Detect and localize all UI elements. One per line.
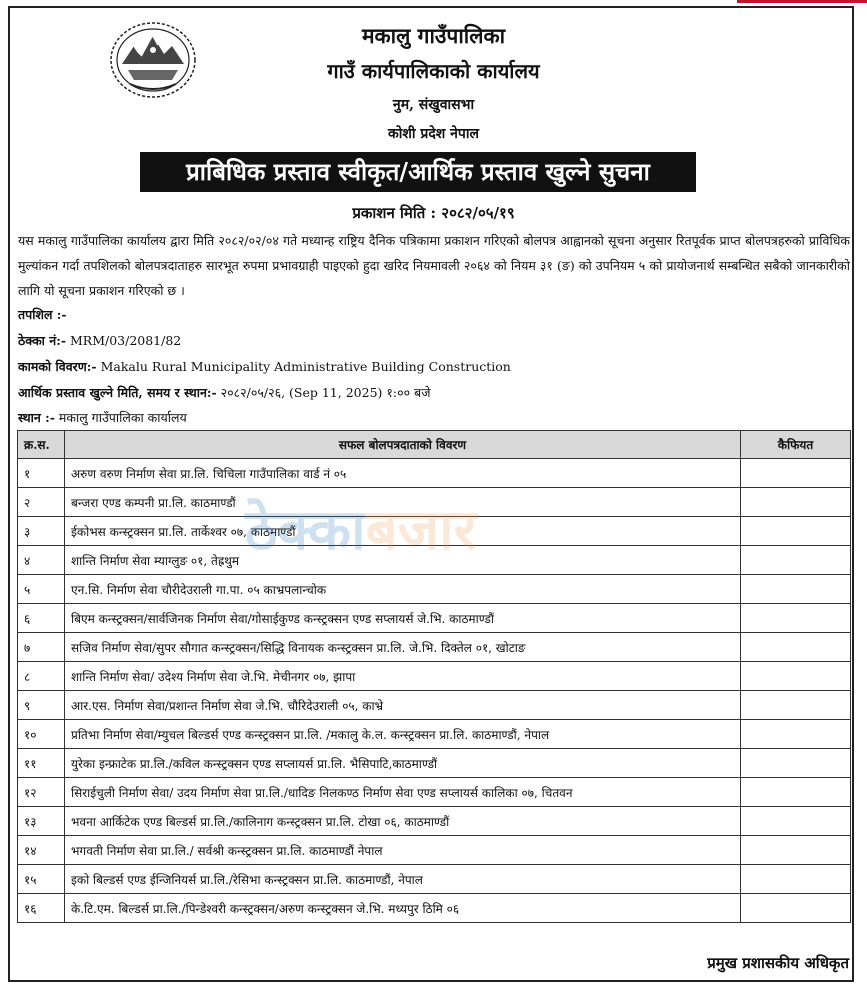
row-serial: १६ xyxy=(18,894,65,923)
row-bidder-name: आर.एस. निर्माण सेवा/प्रशान्त निर्माण सेवा जे.भि. चौरिदेउराली ०५, काभ्रे xyxy=(65,691,741,720)
row-remarks xyxy=(741,894,851,923)
row-remarks xyxy=(741,459,851,488)
signature-title: प्रमुख प्रशासकीय अधिकृत xyxy=(707,954,849,972)
place-value: मकालु गाउँपालिका कार्यालय xyxy=(54,410,187,425)
office-name: गाउँ कार्यपालिकाको कार्यालय xyxy=(327,59,540,83)
row-serial: ७ xyxy=(18,633,65,662)
row-remarks xyxy=(741,546,851,575)
place-label: स्थान :- xyxy=(18,410,55,425)
publication-date: प्रकाशन मिति : २०८२/०५/१९ xyxy=(352,204,515,222)
row-remarks xyxy=(741,488,851,517)
row-serial: ६ xyxy=(18,604,65,633)
table-row xyxy=(18,517,851,546)
row-remarks xyxy=(741,604,851,633)
table-row xyxy=(18,865,851,894)
table-row xyxy=(18,633,851,662)
row-bidder-name: सजिव निर्माण सेवा/सुपर सौगात कन्स्ट्रक्सन/सिद्धि विनायक कन्स्ट्रक्सन प्रा.लि. जे.भि. दिक्तेल ०१, खोटाङ xyxy=(65,633,741,662)
table-header-row xyxy=(18,431,851,459)
row-remarks xyxy=(741,749,851,778)
row-bidder-name: सिराईचुली निर्माण सेवा/ उदय निर्माण सेवा प्रा.लि./धादिङ निलकण्ठ निर्माण सेवा एण्ड सप्लायर्स कालिका ०७, चितवन xyxy=(65,778,741,807)
row-bidder-name: भवना आर्किटेक एण्ड बिल्डर्स प्रा.लि./कालिनाग कन्स्ट्रक्सन प्रा.लि. टोखा ०६, काठमाण्डौं xyxy=(65,807,741,836)
office-location: नुम, संखुवासभा xyxy=(392,97,475,113)
row-bidder-name: युरेका इन्फ्राटेक प्रा.लि./कविल कन्स्ट्रक्सन एण्ड सप्लायर्स प्रा.लि. भैसिपाटि,काठमाण्डौं xyxy=(65,749,741,778)
table-row xyxy=(18,546,851,575)
opening-date-line xyxy=(18,384,430,401)
row-serial: १४ xyxy=(18,836,65,865)
row-bidder-name: शान्ति निर्माण सेवा/ उदेश्य निर्माण सेवा जे.भि. मेचीनगर ०७, झापा xyxy=(65,662,741,691)
table-row xyxy=(18,720,851,749)
bidders-table xyxy=(17,430,851,923)
contract-number-value: MRM/03/2081/82 xyxy=(66,333,182,348)
table-row xyxy=(18,662,851,691)
row-bidder-name: इको बिल्डर्स एण्ड ईन्जिनियर्स प्रा.लि./रेसिभा कन्स्ट्रक्सन प्रा.लि. काठमाण्डौं, नेपाल xyxy=(65,865,741,894)
table-row xyxy=(18,575,851,604)
row-bidder-name: भगवती निर्माण सेवा प्रा.लि./ सर्वश्री कन्स्ट्रक्सन प्रा.लि. काठमाण्डौं नेपाल xyxy=(65,836,741,865)
row-remarks xyxy=(741,517,851,546)
row-bidder-name: बन्जरा एण्ड कम्पनी प्रा.लि. काठमाण्डौं xyxy=(65,488,741,517)
place-line xyxy=(18,409,187,426)
row-remarks xyxy=(741,575,851,604)
opening-date-value: २०८२/०५/२६, (Sep 11, 2025) १:०० बजे xyxy=(216,385,431,400)
row-serial: १ xyxy=(18,459,65,488)
table-row xyxy=(18,778,851,807)
row-remarks xyxy=(741,865,851,894)
contract-number-line xyxy=(18,332,181,349)
row-serial: ९ xyxy=(18,691,65,720)
row-remarks xyxy=(741,807,851,836)
row-bidder-name: के.टि.एम. बिल्डर्स प्रा.लि./पिन्डेश्वरी कन्स्ट्रक्सन/अरुण कन्स्ट्रक्सन जे.भि. मध्यपुर ठिमि ०६ xyxy=(65,894,741,923)
table-row xyxy=(18,894,851,923)
notice-title-banner: प्राबिधिक प्रस्ताव स्वीकृत/आर्थिक प्रस्ताव खुल्ने सुचना xyxy=(140,152,696,192)
table-row xyxy=(18,807,851,836)
watermark-part-2: बजार xyxy=(365,498,477,563)
table-row xyxy=(18,836,851,865)
row-serial: १३ xyxy=(18,807,65,836)
top-accent-bar xyxy=(737,0,867,3)
contract-number-label: ठेक्का नं:- xyxy=(18,333,67,348)
opening-date-label: आर्थिक प्रस्ताव खुल्ने मिति, समय र स्थान:- xyxy=(18,385,217,400)
row-serial: ४ xyxy=(18,546,65,575)
header-serial: क्र.स. xyxy=(18,431,65,459)
watermark-part-1: ठेक्का xyxy=(245,498,366,563)
row-bidder-name: प्रतिभा निर्माण सेवा/म्युचल बिल्डर्स एण्ड कन्स्ट्रक्सन प्रा.लि. /मकालु के.ल. कन्स्ट्रक्सन प्रा.लि. काठमाण्डौं, नेपाल xyxy=(65,720,741,749)
province-name: कोशी प्रदेश नेपाल xyxy=(387,126,480,142)
details-heading: तपशिल :- xyxy=(18,307,67,322)
row-serial: ८ xyxy=(18,662,65,691)
row-serial: ३ xyxy=(18,517,65,546)
bidders-table-body xyxy=(18,459,851,923)
table-row xyxy=(18,459,851,488)
row-remarks xyxy=(741,836,851,865)
row-serial: १५ xyxy=(18,865,65,894)
row-remarks xyxy=(741,778,851,807)
table-row xyxy=(18,604,851,633)
work-description-label: कामको विवरण:- xyxy=(18,359,97,374)
table-row xyxy=(18,691,851,720)
row-remarks xyxy=(741,691,851,720)
row-bidder-name: शान्ति निर्माण सेवा म्याग्लुङ ०१, तेह्रथुम xyxy=(65,546,741,575)
notice-body-text: यस मकालु गाउँपालिका कार्यालय द्वारा मिति २०८२/०२/०४ गते मध्यान्ह राष्ट्रिय दैनिक पत्रिकामा प्रकाशन गरिएको बोलपत्र आह्वानको सूचना अनुसार रितपूर्वक प्राप्त बोलपत्रहरुको प्राविधिक मुल्यांकन गर्दा तपशिलको बोलपत्रदाताहरु सारभूत रुपमा प्रभावग्राही पाइएको हुदा खरिद नियमावली २०६४ को नियम ३१ (ङ) को उपनियम ५ को प्रायोजनार्थ सम्बन्धित सबैको जानकारीको लागि यो सूचना प्रकाशन गरिएको छ । xyxy=(18,233,850,298)
work-description-line xyxy=(18,358,511,375)
row-bidder-name: ईकोभस कन्स्ट्रक्सन प्रा.लि. तार्केश्वर ०७, काठमाण्डौं xyxy=(65,517,741,546)
row-remarks xyxy=(741,633,851,662)
municipality-name: मकालु गाउँपालिका xyxy=(361,23,506,48)
row-serial: ५ xyxy=(18,575,65,604)
table-row xyxy=(18,488,851,517)
row-serial: १० xyxy=(18,720,65,749)
work-description-value: Makalu Rural Municipality Administrative Building Construction xyxy=(96,359,511,374)
table-row xyxy=(18,749,851,778)
row-serial: १२ xyxy=(18,778,65,807)
row-bidder-name: अरुण वरुण निर्माण सेवा प्रा.लि. चिचिला गाउँपालिका वार्ड नं ०५ xyxy=(65,459,741,488)
header-remarks: कैफियत xyxy=(741,431,851,459)
row-serial: ११ xyxy=(18,749,65,778)
row-bidder-name: बिएम कन्स्ट्रक्सन/सार्वजिनक निर्माण सेवा/गोसाईकुण्ड कन्स्ट्रक्सन एण्ड सप्लायर्स जे.भि. काठमाण्डौं xyxy=(65,604,741,633)
row-serial: २ xyxy=(18,488,65,517)
header-bidder-details: सफल बोलपत्रदाताको विवरण xyxy=(65,431,741,459)
row-remarks xyxy=(741,662,851,691)
row-bidder-name: एन.सि. निर्माण सेवा चौरीदेउराली गा.पा. ०५ काभ्रपलान्चोक xyxy=(65,575,741,604)
row-remarks xyxy=(741,720,851,749)
